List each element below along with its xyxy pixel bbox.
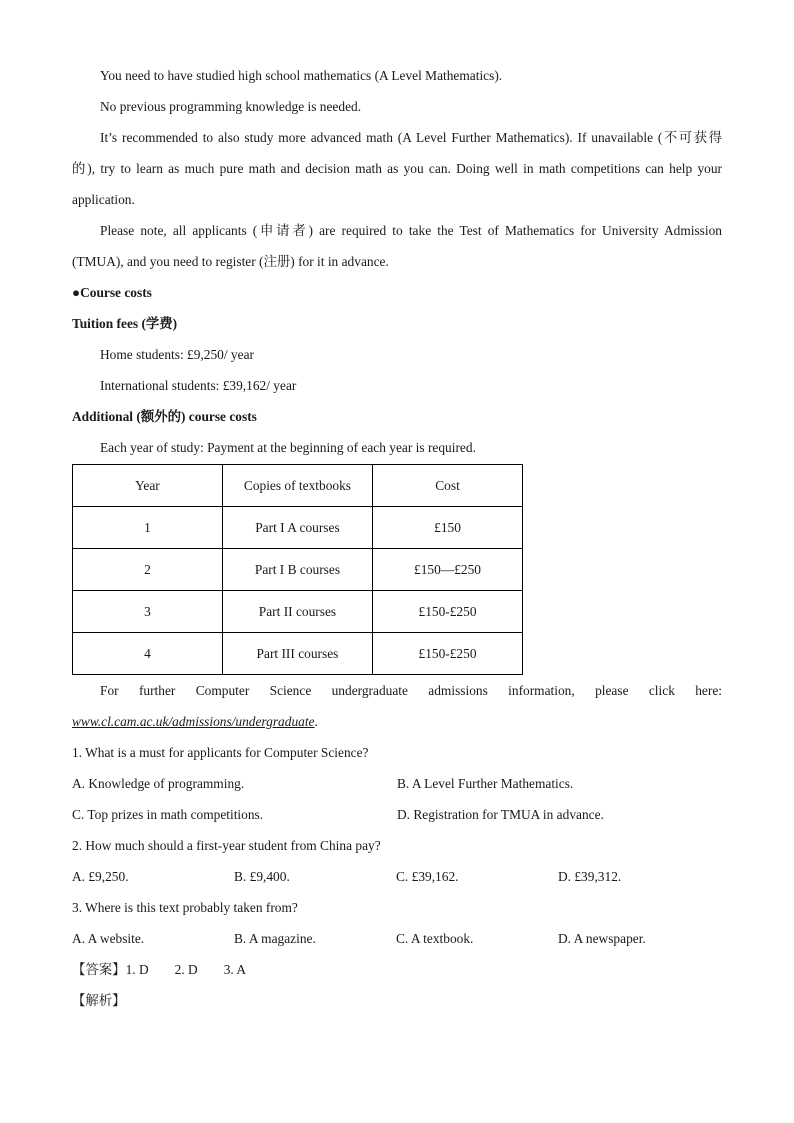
question-2-option-c[interactable]: C. £39,162. xyxy=(396,869,459,884)
table-cell: Part I B courses xyxy=(222,549,372,591)
payment-note: Each year of study: Payment at the beginning of each year is required. xyxy=(100,440,476,455)
table-cell: £150—£250 xyxy=(373,549,523,591)
question-1-option-c[interactable]: C. Top prizes in math competitions. xyxy=(72,807,264,822)
intro-paragraph-1: You need to have studied high school mathematics (A Level Mathematics). xyxy=(100,68,503,83)
table-row xyxy=(73,591,523,633)
question-2-option-b[interactable]: B. £9,400. xyxy=(234,869,290,884)
intro-paragraph-3-line-2: 的), try to learn as much pure math and decision math as you can. Doing well in math competitions can help your xyxy=(72,161,722,176)
link-period: . xyxy=(314,714,318,729)
table-cell: Part III courses xyxy=(222,633,372,675)
international-students-fee: International students: £39,162/ year xyxy=(100,378,297,393)
tuition-fees-heading: Tuition fees (学费) xyxy=(72,316,178,331)
question-3-stem: 3. Where is this text probably taken from? xyxy=(72,900,298,915)
answer-line xyxy=(72,954,722,985)
intro-paragraph-4-line-2: (TMUA), and you need to register (注册) for it in advance. xyxy=(72,254,389,269)
table-header-row xyxy=(73,465,523,507)
intro-paragraph-3-line-3: application. xyxy=(72,192,135,207)
question-1-option-b[interactable]: B. A Level Further Mathematics. xyxy=(397,776,574,791)
table-header-cell: Cost xyxy=(373,465,523,507)
analysis-line xyxy=(72,985,722,1016)
answer-3: 3. A xyxy=(223,962,247,977)
document-page xyxy=(72,60,722,1016)
question-2-options-row xyxy=(72,861,722,892)
admissions-link[interactable]: www.cl.cam.ac.uk/admissions/undergraduate xyxy=(72,714,315,729)
table-header-cell: Copies of textbooks xyxy=(222,465,372,507)
additional-costs-heading: Additional (额外的) course costs xyxy=(72,409,257,424)
table-cell: £150 xyxy=(373,507,523,549)
question-1-options-row-2 xyxy=(72,799,722,830)
answer-label: 【答案】 xyxy=(72,962,126,977)
table-cell: £150-£250 xyxy=(373,591,523,633)
course-costs-table xyxy=(72,464,523,675)
answer-2: 2. D xyxy=(174,962,198,977)
answer-1: 1. D xyxy=(125,962,149,977)
further-info-link-line xyxy=(72,706,722,737)
table-cell: Part II courses xyxy=(222,591,372,633)
table-cell: 3 xyxy=(73,591,223,633)
question-3-option-c[interactable]: C. A textbook. xyxy=(396,931,474,946)
table-cell: 4 xyxy=(73,633,223,675)
table-cell: £150-£250 xyxy=(373,633,523,675)
further-info-line: For further Computer Science undergraduate admissions information, please click here: xyxy=(100,683,722,698)
table-row xyxy=(73,633,523,675)
question-2-option-d[interactable]: D. £39,312. xyxy=(558,869,622,884)
analysis-label: 【解析】 xyxy=(72,993,126,1008)
intro-paragraph-2: No previous programming knowledge is needed. xyxy=(100,99,362,114)
question-1-options-row-1 xyxy=(72,768,722,799)
question-1-option-a[interactable]: A. Knowledge of programming. xyxy=(72,776,245,791)
question-2-stem: 2. How much should a first-year student from China pay? xyxy=(72,838,381,853)
home-students-fee: Home students: £9,250/ year xyxy=(100,347,254,362)
intro-paragraph-3-line-1: It’s recommended to also study more advanced math (A Level Further Mathematics). If unavailable (不可获得 xyxy=(100,130,722,145)
question-1-stem: 1. What is a must for applicants for Computer Science? xyxy=(72,745,369,760)
course-costs-heading: ●Course costs xyxy=(72,285,152,300)
table-row xyxy=(73,507,523,549)
table-row xyxy=(73,549,523,591)
question-2-option-a[interactable]: A. £9,250. xyxy=(72,869,129,884)
question-3-option-d[interactable]: D. A newspaper. xyxy=(558,931,646,946)
question-3-option-a[interactable]: A. A website. xyxy=(72,931,145,946)
question-3-options-row xyxy=(72,923,722,954)
table-cell: 2 xyxy=(73,549,223,591)
table-cell: 1 xyxy=(73,507,223,549)
intro-paragraph-4-line-1: Please note, all applicants (申请者) are required to take the Test of Mathematics for University Admission xyxy=(100,223,722,238)
question-1-option-d[interactable]: D. Registration for TMUA in advance. xyxy=(397,807,604,822)
table-cell: Part I A courses xyxy=(222,507,372,549)
table-header-cell: Year xyxy=(73,465,223,507)
question-3-option-b[interactable]: B. A magazine. xyxy=(234,931,316,946)
